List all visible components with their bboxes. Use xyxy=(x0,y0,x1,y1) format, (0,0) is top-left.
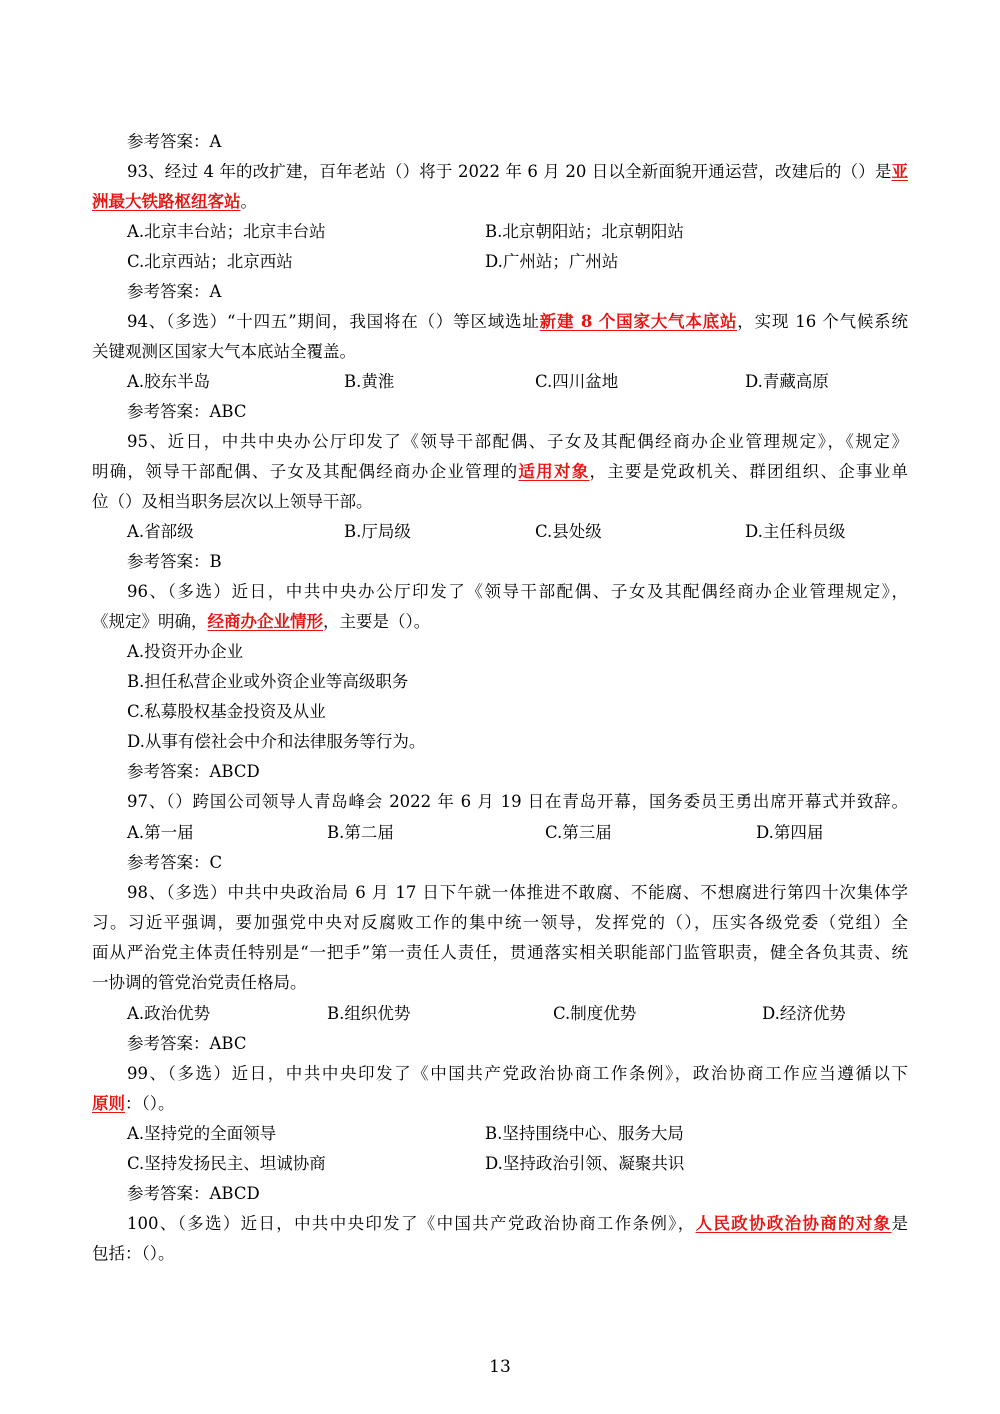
text-line xyxy=(127,761,260,783)
answer-option: B.厅局级 xyxy=(344,522,411,541)
text-segment: ，主要是（）。 xyxy=(323,612,431,631)
page-number: 13 xyxy=(489,1357,511,1377)
text-line xyxy=(92,1093,175,1115)
text-segment: B.担任私营企业或外资企业等高级职务 xyxy=(127,672,409,691)
text-line xyxy=(127,311,908,333)
text-segment: 位（）及相当职务层次以上领导干部。 xyxy=(92,492,373,511)
text-segment: 98、（多选）中共中央政治局 6 月 17 日下午就一体推进不敢腐、不能腐、不想腐进行第四十次集体学 xyxy=(127,883,908,902)
answer-option: D.主任科员级 xyxy=(745,522,846,541)
text-line xyxy=(127,791,908,813)
text-line xyxy=(127,641,243,663)
text-segment: 。 xyxy=(240,192,257,211)
text-segment: 97、（）跨国公司领导人青岛峰会 2022 年 6 月 19 日在青岛开幕，国务委员王勇出席开幕式并致辞。 xyxy=(127,792,908,811)
text-line xyxy=(127,401,246,423)
text-segment: 参考答案：B xyxy=(127,552,222,571)
answer-option: C.北京西站；北京西站 xyxy=(127,252,293,271)
text-segment: 包括：（）。 xyxy=(92,1244,175,1263)
answer-option: D.坚持政治引领、凝聚共识 xyxy=(485,1154,685,1173)
text-line xyxy=(127,161,908,183)
text-segment: 参考答案：A xyxy=(127,132,222,151)
text-segment: 参考答案：ABC xyxy=(127,1034,247,1053)
answer-option: C.四川盆地 xyxy=(535,372,619,391)
highlighted-keyword: 新建 8 个国家大气本底站 xyxy=(539,312,738,331)
text-line xyxy=(127,852,222,874)
text-line xyxy=(92,341,356,363)
answer-option: A.省部级 xyxy=(127,522,194,541)
text-segment: 参考答案：ABC xyxy=(127,402,247,421)
text-segment: 参考答案：A xyxy=(127,282,222,301)
text-line xyxy=(127,1183,260,1205)
text-segment: 《规定》明确， xyxy=(92,612,208,631)
text-segment: 是 xyxy=(891,1214,908,1233)
text-line xyxy=(127,701,326,723)
highlighted-keyword: 亚 xyxy=(891,162,908,181)
text-segment: 习。习近平强调，要加强党中央对反腐败工作的集中统一领导，发挥党的（），压实各级党委（党组）全 xyxy=(92,913,908,932)
text-line xyxy=(127,1033,246,1055)
answer-option: D.第四届 xyxy=(756,823,824,842)
text-segment: D.从事有偿社会中介和法律服务等行为。 xyxy=(127,732,426,751)
text-segment: ，实现 16 个气候系统 xyxy=(737,312,908,331)
text-line xyxy=(127,581,908,603)
text-line xyxy=(92,942,908,964)
highlighted-keyword: 人民政协政治协商的对象 xyxy=(695,1214,892,1233)
answer-option: A.第一届 xyxy=(127,823,194,842)
text-line xyxy=(127,281,221,303)
text-segment: ，主要是党政机关、群团组织、企事业单 xyxy=(589,462,908,481)
text-line xyxy=(92,972,307,994)
answer-option: A.胶东半岛 xyxy=(127,372,211,391)
text-segment: 100、（多选）近日，中共中央印发了《中国共产党政治协商工作条例》， xyxy=(127,1214,696,1233)
text-line xyxy=(127,431,908,453)
answer-option: B.组织优势 xyxy=(327,1004,411,1023)
text-line xyxy=(127,671,408,693)
answer-option: C.第三届 xyxy=(545,823,612,842)
text-segment: 明确，领导干部配偶、子女及其配偶经商办企业管理的 xyxy=(92,462,519,481)
text-line xyxy=(92,461,908,483)
text-segment: 94、（多选）“十四五”期间，我国将在（）等区域选址 xyxy=(127,312,540,331)
text-line xyxy=(92,912,908,934)
text-line xyxy=(92,1243,175,1265)
answer-option: D.广州站；广州站 xyxy=(485,252,619,271)
highlighted-keyword: 经商办企业情形 xyxy=(207,612,323,631)
text-line xyxy=(127,731,425,753)
highlighted-keyword: 洲最大铁路枢纽客站 xyxy=(92,192,241,211)
answer-option: C.坚持发扬民主、坦诚协商 xyxy=(127,1154,326,1173)
highlighted-keyword: 适用对象 xyxy=(518,462,590,481)
text-line xyxy=(127,1063,908,1085)
answer-option: A.政治优势 xyxy=(127,1004,211,1023)
text-segment: A.投资开办企业 xyxy=(127,642,244,661)
answer-option: D.经济优势 xyxy=(762,1004,846,1023)
answer-option: D.青藏高原 xyxy=(745,372,829,391)
text-segment: 参考答案：ABCD xyxy=(127,1184,260,1203)
text-segment: 96、（多选）近日，中共中央办公厅印发了《领导干部配偶、子女及其配偶经商办企业管理规定》， xyxy=(127,582,908,601)
text-segment: 面从严治党主体责任特别是“一把手”第一责任人责任，贯通落实相关职能部门监管职责，健全各负其责、统 xyxy=(92,943,908,962)
text-line xyxy=(127,882,908,904)
text-segment: 参考答案：C xyxy=(127,853,223,872)
text-line xyxy=(92,611,430,633)
answer-option: A.坚持党的全面领导 xyxy=(127,1124,277,1143)
text-line xyxy=(127,131,221,153)
answer-option: A.北京丰台站；北京丰台站 xyxy=(127,222,326,241)
text-segment: 99、（多选）近日，中共中央印发了《中国共产党政治协商工作条例》，政治协商工作应当遵循以下 xyxy=(127,1064,908,1083)
text-segment: 一协调的管党治党责任格局。 xyxy=(92,973,307,992)
text-segment: 93、经过 4 年的改扩建，百年老站（）将于 2022 年 6 月 20 日以全新面貌开通运营，改建后的（）是 xyxy=(127,162,892,181)
text-segment: 95、近日，中共中央办公厅印发了《领导干部配偶、子女及其配偶经商办企业管理规定》，《规定》 xyxy=(127,432,908,451)
text-segment: ：（）。 xyxy=(125,1094,175,1113)
answer-option: B.第二届 xyxy=(327,823,394,842)
text-line xyxy=(127,1213,908,1235)
text-segment: 关键观测区国家大气本底站全覆盖。 xyxy=(92,342,356,361)
highlighted-keyword: 原则 xyxy=(92,1094,125,1113)
answer-option: C.县处级 xyxy=(535,522,602,541)
text-segment: 参考答案：ABCD xyxy=(127,762,260,781)
text-line xyxy=(92,491,373,513)
answer-option: B.坚持围绕中心、服务大局 xyxy=(485,1124,684,1143)
text-line xyxy=(92,191,257,213)
answer-option: C.制度优势 xyxy=(553,1004,637,1023)
answer-option: B.北京朝阳站；北京朝阳站 xyxy=(485,222,684,241)
answer-option: B.黄淮 xyxy=(344,372,395,391)
text-line xyxy=(127,551,222,573)
text-segment: C.私募股权基金投资及从业 xyxy=(127,702,326,721)
